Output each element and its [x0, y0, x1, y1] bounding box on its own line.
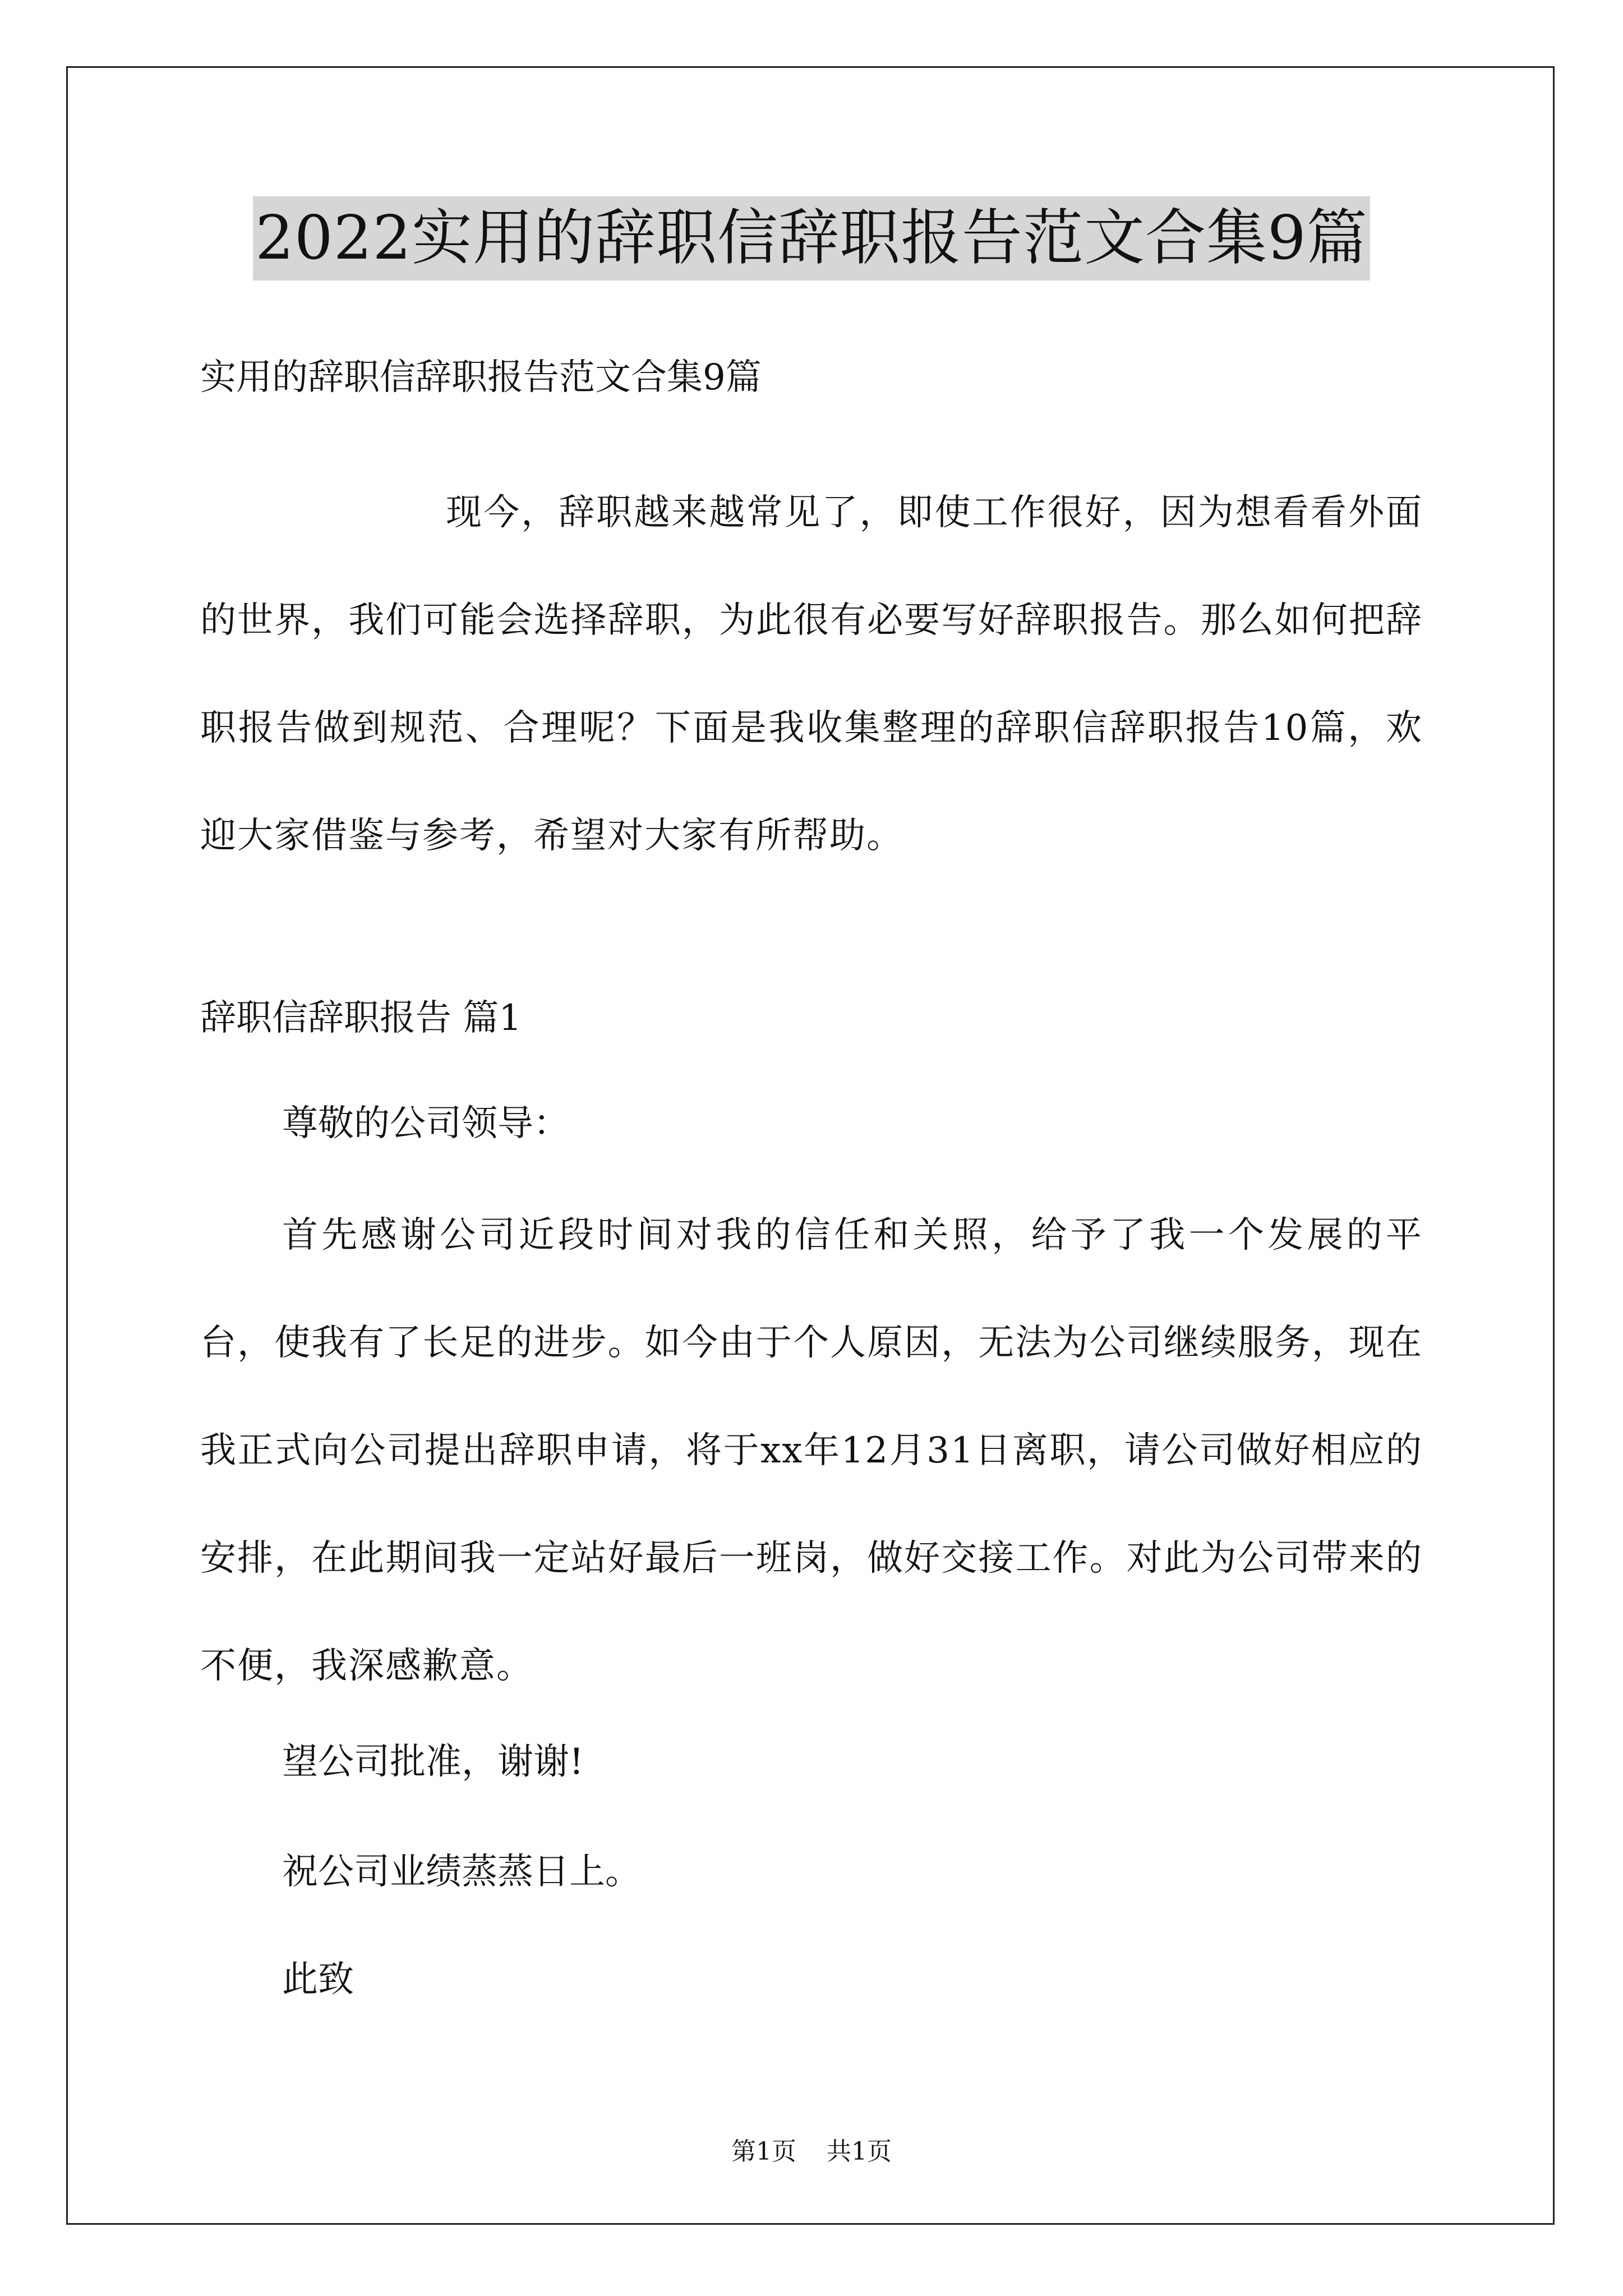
- intro-paragraph: 现今，辞职越来越常见了，即使工作很好，因为想看看外面的世界，我们可能会选择辞职，为此很有必要写好辞职报告。那么如何把辞职报告做到规范、合理呢？下面是我收集整理的辞职信辞职报告10篇，欢迎大家借鉴与参考，希望对大家有所帮助。: [200, 492, 1423, 857]
- section-heading: 辞职信辞职报告 篇1: [200, 997, 522, 1039]
- document-title: 2022实用的辞职信辞职报告范文合集9篇: [253, 196, 1370, 280]
- closing-line: 此致: [282, 1959, 354, 2000]
- closing-line: 祝公司业绩蒸蒸日上。: [282, 1851, 641, 1893]
- salutation: 尊敬的公司领导：: [282, 1103, 569, 1144]
- closing-line: 望公司批准，谢谢!: [282, 1741, 584, 1783]
- page-number-current: 第1页: [731, 2137, 796, 2166]
- document-title-block: [0, 196, 1623, 280]
- document-subtitle: 实用的辞职信辞职报告范文合集9篇: [200, 357, 762, 398]
- body-paragraph: 首先感谢公司近段时间对我的信任和关照，给予了我一个发展的平台，使我有了长足的进步。如今由于个人原因，无法为公司继续服务，现在我正式向公司提出辞职申请，将于xx年12月31日离职，请公司做好相应的安排，在此期间我一定站好最后一班岗，做好交接工作。对此为公司带来的不便，我深感歉意。: [200, 1214, 1423, 1687]
- page-number-total: 共1页: [827, 2137, 892, 2166]
- page-footer: [0, 2135, 1623, 2169]
